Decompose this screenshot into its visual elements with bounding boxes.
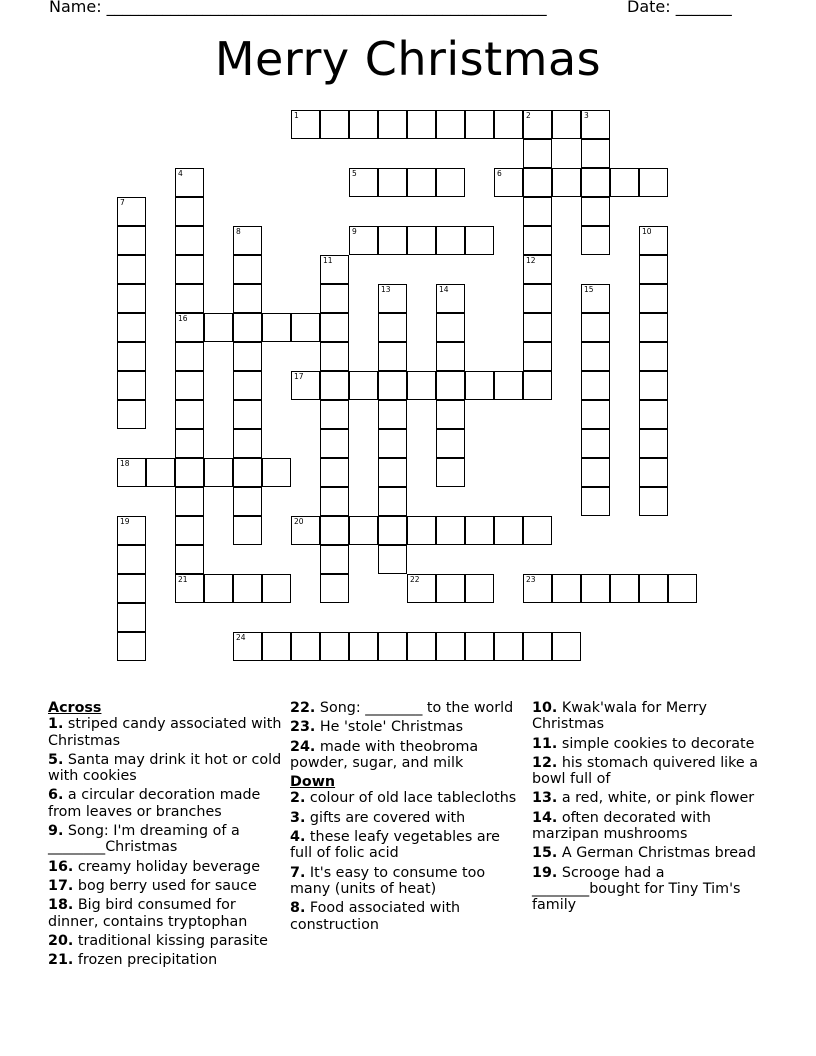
grid-cell[interactable] bbox=[117, 574, 146, 603]
cell-number: 22 bbox=[410, 575, 420, 584]
grid-cell[interactable] bbox=[639, 574, 668, 603]
clue-text: frozen precipitation bbox=[73, 952, 218, 969]
cell-number: 20 bbox=[294, 517, 304, 526]
grid-cell[interactable] bbox=[117, 632, 146, 661]
across-clue bbox=[48, 787, 283, 820]
grid-cell[interactable] bbox=[552, 632, 581, 661]
clue-text: bog berry used for sauce bbox=[73, 877, 257, 894]
cell-number: 16 bbox=[178, 314, 188, 323]
across-clue bbox=[48, 823, 283, 856]
clue-number: 4. bbox=[290, 829, 306, 846]
grid-cell[interactable] bbox=[233, 313, 262, 342]
grid-cell[interactable] bbox=[117, 603, 146, 632]
clue-text: Song: ________ to the world bbox=[315, 700, 514, 716]
grid-cell[interactable] bbox=[407, 110, 436, 139]
grid-cell[interactable] bbox=[262, 313, 291, 342]
grid-cell[interactable] bbox=[291, 313, 320, 342]
grid-cell[interactable] bbox=[581, 110, 610, 139]
grid-cell[interactable] bbox=[233, 574, 262, 603]
grid-cell[interactable] bbox=[494, 168, 523, 197]
grid-cell[interactable] bbox=[349, 371, 378, 400]
grid-cell[interactable] bbox=[378, 110, 407, 139]
clue-number: 8. bbox=[290, 900, 306, 917]
grid-cell[interactable] bbox=[117, 371, 146, 400]
grid-cell[interactable] bbox=[233, 458, 262, 487]
down-clue bbox=[290, 829, 525, 862]
clue-text: creamy holiday beverage bbox=[73, 858, 261, 875]
grid-cell[interactable] bbox=[233, 371, 262, 400]
grid-cell[interactable] bbox=[349, 168, 378, 197]
grid-cell[interactable] bbox=[378, 516, 407, 545]
clue-number: 7. bbox=[290, 864, 306, 881]
grid-cell[interactable] bbox=[523, 516, 552, 545]
grid-cell[interactable] bbox=[175, 226, 204, 255]
grid-cell[interactable] bbox=[320, 574, 349, 603]
down-clue bbox=[532, 700, 767, 733]
clue-text: colour of old lace tablecloths bbox=[305, 790, 517, 807]
cell-number: 10 bbox=[642, 227, 652, 236]
clue-text: often decorated with marzipan mushrooms bbox=[532, 809, 711, 843]
grid-cell[interactable] bbox=[262, 632, 291, 661]
clue-number: 20. bbox=[48, 932, 74, 949]
grid-cell[interactable] bbox=[436, 429, 465, 458]
grid-cell[interactable] bbox=[523, 168, 552, 197]
grid-cell[interactable] bbox=[523, 226, 552, 255]
cell-number: 8 bbox=[236, 227, 241, 236]
grid-cell[interactable] bbox=[175, 342, 204, 371]
grid-cell[interactable] bbox=[639, 313, 668, 342]
grid-cell[interactable] bbox=[523, 110, 552, 139]
grid-cell[interactable] bbox=[581, 284, 610, 313]
grid-cell[interactable] bbox=[378, 545, 407, 574]
grid-cell[interactable] bbox=[436, 313, 465, 342]
grid-cell[interactable] bbox=[436, 632, 465, 661]
grid-cell[interactable] bbox=[639, 371, 668, 400]
page-title: Merry Christmas bbox=[214, 32, 602, 86]
grid-cell[interactable] bbox=[320, 342, 349, 371]
grid-cell[interactable] bbox=[117, 342, 146, 371]
grid-cell[interactable] bbox=[378, 371, 407, 400]
clue-text: made with theobroma powder, sugar, and milk bbox=[290, 738, 479, 771]
cell-number: 13 bbox=[381, 285, 391, 294]
grid-cell[interactable] bbox=[117, 284, 146, 313]
grid-cell[interactable] bbox=[117, 255, 146, 284]
grid-cell[interactable] bbox=[639, 284, 668, 313]
grid-cell[interactable] bbox=[436, 516, 465, 545]
clue-column-1 bbox=[48, 700, 283, 971]
grid-cell[interactable] bbox=[262, 574, 291, 603]
grid-cell[interactable] bbox=[233, 429, 262, 458]
grid-cell[interactable] bbox=[233, 342, 262, 371]
grid-cell[interactable] bbox=[436, 342, 465, 371]
grid-cell[interactable] bbox=[320, 632, 349, 661]
grid-cell[interactable] bbox=[407, 632, 436, 661]
grid-cell[interactable] bbox=[436, 284, 465, 313]
across-clue bbox=[48, 878, 283, 894]
grid-cell[interactable] bbox=[436, 110, 465, 139]
clue-number: 13. bbox=[532, 790, 558, 807]
clue-number: 3. bbox=[290, 809, 306, 826]
grid-cell[interactable] bbox=[407, 371, 436, 400]
grid-cell[interactable] bbox=[320, 371, 349, 400]
grid-cell[interactable] bbox=[639, 400, 668, 429]
grid-cell[interactable] bbox=[494, 516, 523, 545]
clue-text: Santa may drink it hot or cold with cookies bbox=[48, 751, 282, 785]
grid-cell[interactable] bbox=[320, 110, 349, 139]
grid-cell[interactable] bbox=[407, 574, 436, 603]
grid-cell[interactable] bbox=[117, 400, 146, 429]
grid-cell[interactable] bbox=[320, 313, 349, 342]
grid-cell[interactable] bbox=[204, 458, 233, 487]
clue-number: 1. bbox=[48, 716, 64, 733]
clue-text: traditional kissing parasite bbox=[73, 932, 268, 949]
grid-cell[interactable] bbox=[523, 371, 552, 400]
clue-number: 15. bbox=[532, 845, 558, 862]
clue-number: 5. bbox=[48, 751, 64, 768]
clue-text: Kwak'wala for Merry Christmas bbox=[532, 700, 707, 733]
grid-cell[interactable] bbox=[233, 400, 262, 429]
clue-number: 16. bbox=[48, 858, 74, 875]
grid-cell[interactable] bbox=[668, 574, 697, 603]
down-clue bbox=[290, 790, 525, 806]
grid-cell[interactable] bbox=[581, 313, 610, 342]
grid-cell[interactable] bbox=[233, 255, 262, 284]
grid-cell[interactable] bbox=[436, 400, 465, 429]
clue-number: 22. bbox=[290, 700, 316, 716]
down-clue bbox=[532, 865, 767, 914]
cell-number: 21 bbox=[178, 575, 188, 584]
clue-text: He 'stole' Christmas bbox=[315, 719, 464, 736]
grid-cell[interactable] bbox=[117, 313, 146, 342]
clue-text: striped candy associated with Christmas bbox=[48, 716, 282, 749]
across-clue bbox=[290, 700, 525, 716]
down-clue bbox=[532, 790, 767, 806]
grid-cell[interactable] bbox=[465, 632, 494, 661]
grid-cell[interactable] bbox=[378, 284, 407, 313]
clue-text: Scrooge had a ________bought for Tiny Tim's family bbox=[532, 864, 741, 914]
grid-cell[interactable] bbox=[175, 516, 204, 545]
clue-column-3 bbox=[532, 700, 767, 917]
clue-number: 24. bbox=[290, 738, 316, 755]
grid-cell[interactable] bbox=[233, 284, 262, 313]
across-clue bbox=[48, 752, 283, 785]
down-clue bbox=[532, 810, 767, 843]
grid-cell[interactable] bbox=[523, 255, 552, 284]
grid-cell[interactable] bbox=[378, 400, 407, 429]
grid-cell[interactable] bbox=[320, 429, 349, 458]
date-field[interactable]: Date: _______ bbox=[627, 0, 732, 16]
grid-cell[interactable] bbox=[233, 632, 262, 661]
clue-text: these leafy vegetables are full of folic acid bbox=[290, 829, 500, 862]
grid-cell[interactable] bbox=[320, 255, 349, 284]
grid-cell[interactable] bbox=[436, 458, 465, 487]
grid-cell[interactable] bbox=[581, 487, 610, 516]
grid-cell[interactable] bbox=[175, 429, 204, 458]
grid-cell[interactable] bbox=[523, 574, 552, 603]
clue-number: 21. bbox=[48, 952, 74, 969]
cell-number: 19 bbox=[120, 517, 130, 526]
cell-number: 14 bbox=[439, 285, 449, 294]
grid-cell[interactable] bbox=[117, 197, 146, 226]
grid-cell[interactable] bbox=[552, 110, 581, 139]
across-clue bbox=[48, 716, 283, 749]
cell-number: 9 bbox=[352, 227, 357, 236]
clue-column-2 bbox=[290, 700, 525, 936]
grid-cell[interactable] bbox=[378, 429, 407, 458]
grid-cell[interactable] bbox=[581, 458, 610, 487]
grid-cell[interactable] bbox=[494, 632, 523, 661]
grid-cell[interactable] bbox=[320, 487, 349, 516]
grid-cell[interactable] bbox=[581, 226, 610, 255]
grid-cell[interactable] bbox=[291, 110, 320, 139]
grid-cell[interactable] bbox=[378, 342, 407, 371]
grid-cell[interactable] bbox=[523, 284, 552, 313]
cell-number: 1 bbox=[294, 111, 299, 120]
grid-cell[interactable] bbox=[639, 342, 668, 371]
cell-number: 12 bbox=[526, 256, 536, 265]
clue-text: Food associated with construction bbox=[290, 900, 461, 933]
grid-cell[interactable] bbox=[407, 168, 436, 197]
grid-cell[interactable] bbox=[349, 226, 378, 255]
cell-number: 6 bbox=[497, 169, 502, 178]
cell-number: 11 bbox=[323, 256, 333, 265]
grid-cell[interactable] bbox=[175, 574, 204, 603]
grid-cell[interactable] bbox=[378, 226, 407, 255]
grid-cell[interactable] bbox=[320, 458, 349, 487]
clue-text: gifts are covered with bbox=[305, 809, 466, 826]
grid-cell[interactable] bbox=[291, 371, 320, 400]
grid-cell[interactable] bbox=[117, 226, 146, 255]
grid-cell[interactable] bbox=[233, 226, 262, 255]
clue-number: 10. bbox=[532, 700, 558, 716]
grid-cell[interactable] bbox=[639, 226, 668, 255]
grid-cell[interactable] bbox=[581, 139, 610, 168]
clue-number: 19. bbox=[532, 864, 558, 881]
grid-cell[interactable] bbox=[436, 168, 465, 197]
clue-number: 14. bbox=[532, 809, 558, 826]
down-clue bbox=[290, 900, 525, 933]
grid-cell[interactable] bbox=[639, 429, 668, 458]
grid-cell[interactable] bbox=[349, 632, 378, 661]
grid-cell[interactable] bbox=[291, 632, 320, 661]
grid-cell[interactable] bbox=[175, 458, 204, 487]
grid-cell[interactable] bbox=[175, 197, 204, 226]
grid-cell[interactable] bbox=[349, 110, 378, 139]
cell-number: 23 bbox=[526, 575, 536, 584]
clue-text: a red, white, or pink flower bbox=[557, 790, 755, 807]
clue-number: 12. bbox=[532, 754, 558, 771]
grid-cell[interactable] bbox=[465, 574, 494, 603]
grid-cell[interactable] bbox=[436, 226, 465, 255]
clue-text: A German Christmas bread bbox=[557, 845, 756, 862]
grid-cell[interactable] bbox=[378, 458, 407, 487]
grid-cell[interactable] bbox=[639, 458, 668, 487]
grid-cell[interactable] bbox=[465, 226, 494, 255]
grid-cell[interactable] bbox=[175, 313, 204, 342]
grid-cell[interactable] bbox=[117, 545, 146, 574]
grid-cell[interactable] bbox=[204, 313, 233, 342]
grid-cell[interactable] bbox=[175, 545, 204, 574]
grid-cell[interactable] bbox=[175, 487, 204, 516]
down-clue bbox=[532, 755, 767, 788]
grid-cell[interactable] bbox=[407, 226, 436, 255]
grid-cell[interactable] bbox=[378, 313, 407, 342]
grid-cell[interactable] bbox=[233, 516, 262, 545]
grid-cell[interactable] bbox=[581, 400, 610, 429]
grid-cell[interactable] bbox=[233, 487, 262, 516]
grid-cell[interactable] bbox=[639, 168, 668, 197]
clue-number: 23. bbox=[290, 719, 316, 736]
grid-cell[interactable] bbox=[320, 284, 349, 313]
grid-cell[interactable] bbox=[378, 487, 407, 516]
grid-cell[interactable] bbox=[204, 574, 233, 603]
cell-number: 24 bbox=[236, 633, 246, 642]
grid-cell[interactable] bbox=[465, 110, 494, 139]
grid-cell[interactable] bbox=[523, 313, 552, 342]
grid-cell[interactable] bbox=[552, 574, 581, 603]
grid-cell[interactable] bbox=[378, 632, 407, 661]
grid-cell[interactable] bbox=[146, 458, 175, 487]
down-clue bbox=[290, 865, 525, 898]
grid-cell[interactable] bbox=[494, 110, 523, 139]
across-clue bbox=[290, 719, 525, 735]
down-clue bbox=[290, 810, 525, 826]
down-heading: Down bbox=[290, 774, 336, 791]
grid-cell[interactable] bbox=[581, 168, 610, 197]
grid-cell[interactable] bbox=[117, 516, 146, 545]
clue-text: simple cookies to decorate bbox=[557, 735, 755, 752]
down-clue bbox=[532, 736, 767, 752]
grid-cell[interactable] bbox=[320, 516, 349, 545]
grid-cell[interactable] bbox=[175, 284, 204, 313]
cell-number: 3 bbox=[584, 111, 589, 120]
grid-cell[interactable] bbox=[552, 168, 581, 197]
cell-number: 2 bbox=[526, 111, 531, 120]
grid-cell[interactable] bbox=[175, 255, 204, 284]
grid-cell[interactable] bbox=[523, 197, 552, 226]
grid-cell[interactable] bbox=[436, 371, 465, 400]
across-clue bbox=[290, 739, 525, 772]
grid-cell[interactable] bbox=[581, 429, 610, 458]
cell-number: 5 bbox=[352, 169, 357, 178]
clue-number: 17. bbox=[48, 877, 74, 894]
grid-cell[interactable] bbox=[581, 197, 610, 226]
clue-number: 6. bbox=[48, 787, 64, 804]
grid-cell[interactable] bbox=[349, 516, 378, 545]
grid-cell[interactable] bbox=[175, 371, 204, 400]
grid-cell[interactable] bbox=[436, 574, 465, 603]
grid-cell[interactable] bbox=[581, 342, 610, 371]
grid-cell[interactable] bbox=[581, 574, 610, 603]
grid-cell[interactable] bbox=[465, 371, 494, 400]
clue-number: 9. bbox=[48, 823, 64, 840]
grid-cell[interactable] bbox=[639, 487, 668, 516]
grid-cell[interactable] bbox=[494, 371, 523, 400]
cell-number: 17 bbox=[294, 372, 304, 381]
across-heading: Across bbox=[48, 700, 102, 716]
grid-cell[interactable] bbox=[262, 458, 291, 487]
clue-number: 2. bbox=[290, 790, 306, 807]
clue-text: a circular decoration made from leaves or branches bbox=[48, 787, 261, 820]
grid-cell[interactable] bbox=[523, 139, 552, 168]
across-clue bbox=[48, 897, 283, 930]
grid-cell[interactable] bbox=[639, 255, 668, 284]
grid-cell[interactable] bbox=[610, 168, 639, 197]
grid-cell[interactable] bbox=[175, 168, 204, 197]
clue-text: his stomach quivered like a bowl full of bbox=[532, 754, 759, 788]
grid-cell[interactable] bbox=[117, 458, 146, 487]
clue-number: 11. bbox=[532, 735, 558, 752]
grid-cell[interactable] bbox=[523, 632, 552, 661]
clue-text: It's easy to consume too many (units of heat) bbox=[290, 864, 486, 897]
cell-number: 7 bbox=[120, 198, 125, 207]
across-clue bbox=[48, 859, 283, 875]
clue-text: Song: I'm dreaming of a ________Christmas bbox=[48, 823, 240, 856]
grid-cell[interactable] bbox=[320, 400, 349, 429]
clue-text: Big bird consumed for dinner, contains tryptophan bbox=[48, 897, 248, 930]
cell-number: 18 bbox=[120, 459, 130, 468]
grid-cell[interactable] bbox=[610, 574, 639, 603]
grid-cell[interactable] bbox=[291, 516, 320, 545]
grid-cell[interactable] bbox=[320, 545, 349, 574]
cell-number: 4 bbox=[178, 169, 183, 178]
cell-number: 15 bbox=[584, 285, 594, 294]
name-field[interactable]: Name: _______________________________________________________ bbox=[49, 0, 547, 16]
grid-cell[interactable] bbox=[407, 516, 436, 545]
down-clue bbox=[532, 845, 767, 861]
clue-number: 18. bbox=[48, 897, 74, 914]
across-clue bbox=[48, 933, 283, 949]
grid-cell[interactable] bbox=[581, 371, 610, 400]
grid-cell[interactable] bbox=[175, 400, 204, 429]
grid-cell[interactable] bbox=[378, 168, 407, 197]
grid-cell[interactable] bbox=[523, 342, 552, 371]
grid-cell[interactable] bbox=[465, 516, 494, 545]
across-clue bbox=[48, 952, 283, 968]
